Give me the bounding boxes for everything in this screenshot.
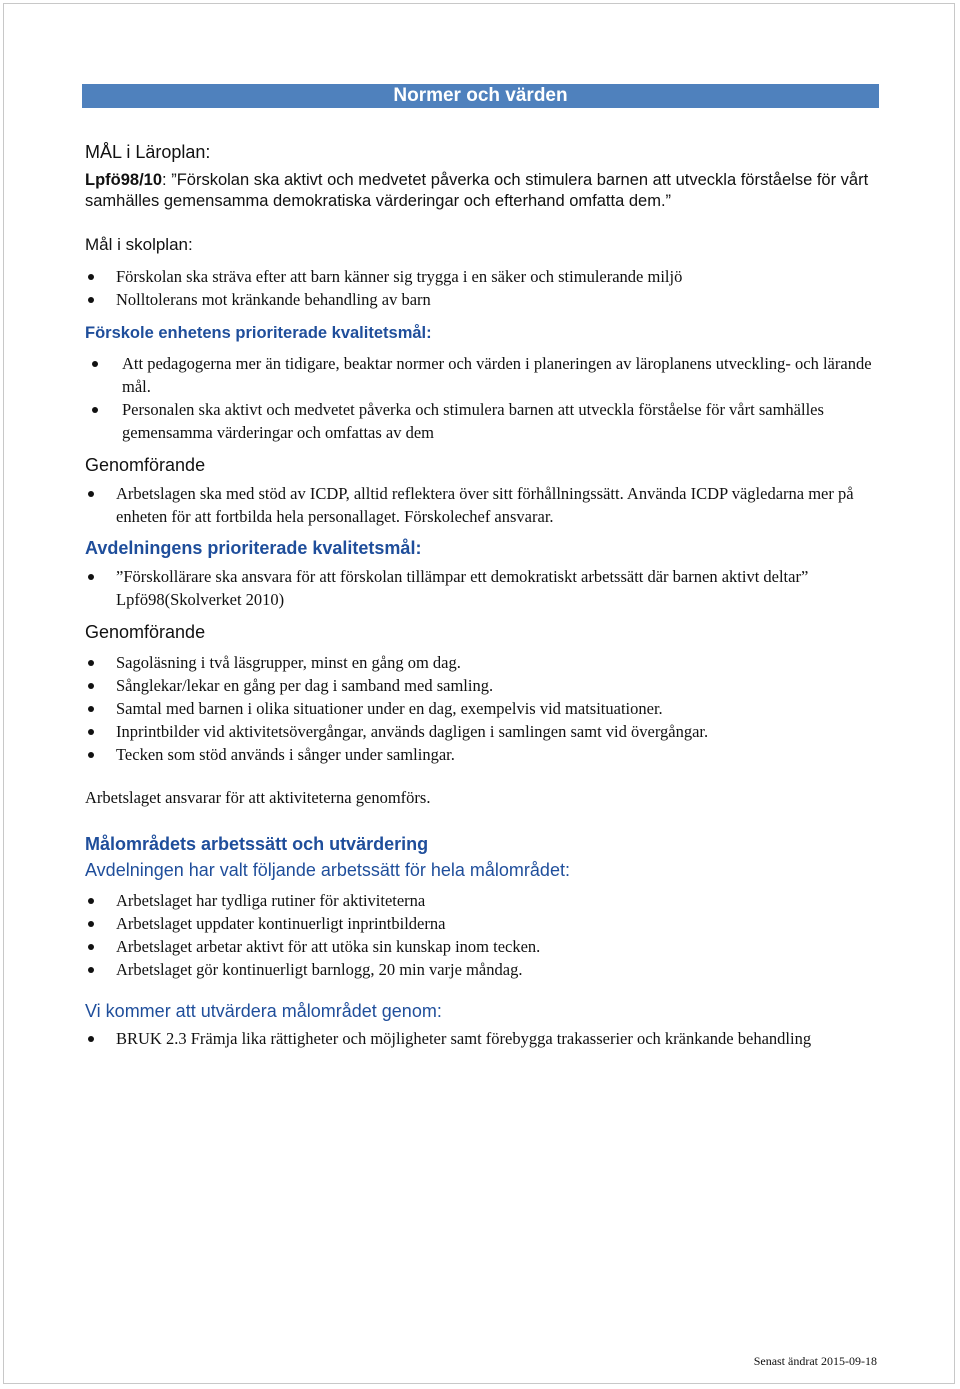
avdelning-heading: Avdelningens prioriterade kvalitetsmål: <box>85 538 422 558</box>
malomrade-heading: Målområdets arbetssätt och utvärdering <box>85 834 429 854</box>
skolplan-heading: Mål i skolplan: <box>85 235 193 254</box>
lpf-label: Lpfö98/10 <box>85 171 163 189</box>
list-item: Arbetslaget arbetar aktivt för att utöka sin kunskap inom tecken. <box>85 935 880 958</box>
malomrade-list <box>85 889 880 981</box>
list-item: Arbetslaget uppdater kontinuerligt inprintbilderna <box>85 912 880 935</box>
list-item: Arbetslagen ska med stöd av ICDP, alltid reflektera över sitt förhållningssätt. Använda ICDP vägledarna mer på enheten för att fortbilda hela personallaget. Förskolechef ansvarar. <box>85 482 880 528</box>
genomforande-heading: Genomförande <box>85 455 206 475</box>
laroplan-heading: MÅL i Läroplan: <box>85 142 211 162</box>
list-item: Inprintbilder vid aktivitetsövergångar, används dagligen i samlingen samt vid övergångar. <box>85 720 880 743</box>
list-item: Nolltolerans mot kränkande behandling av barn <box>85 288 880 311</box>
list-item: Personalen ska aktivt och medvetet påverka och stimulera barnen att utveckla förståelse för vårt samhälles gemensamma värderingar och omfattas av dem <box>85 398 880 444</box>
list-item: ”Förskollärare ska ansvara för att förskolan tillämpar ett demokratiskt arbetssätt där barnen aktivt deltar” Lpfö98(Skolverket 2010) <box>85 565 880 611</box>
list-item: Arbetslaget gör kontinuerligt barnlogg, 20 min varje måndag. <box>85 958 880 981</box>
malomrade-subheading: Avdelningen har valt följande arbetssätt för hela målområdet: <box>85 860 570 880</box>
enhet-list <box>85 352 880 444</box>
list-item: Samtal med barnen i olika situationer under en dag, exempelvis vid matsituationer. <box>85 697 880 720</box>
enhet-heading: Förskole enhetens prioriterade kvalitetsmål: <box>85 324 432 342</box>
section-title: Normer och värden <box>82 84 879 108</box>
responsibility-note: Arbetslaget ansvarar för att aktiviteterna genomförs. <box>85 788 431 807</box>
genomforande-heading: Genomförande <box>85 622 206 642</box>
document-body <box>85 141 880 1050</box>
last-modified-footer: Senast ändrat 2015-09-18 <box>753 1354 877 1368</box>
list-item: Sånglekar/lekar en gång per dag i samband med samling. <box>85 674 880 697</box>
lpf-text: : ”Förskolan ska aktivt och medvetet påverka och stimulera barnen att utveckla förståelse för vårt samhälles gemensamma demokratiska värderingar och efterhand omfatta dem.” <box>85 171 869 210</box>
list-item: Förskolan ska sträva efter att barn känner sig trygga i en säker och stimulerande miljö <box>85 265 880 288</box>
avdelning-list <box>85 565 880 611</box>
utvardering-list <box>85 1027 880 1050</box>
list-item: BRUK 2.3 Främja lika rättigheter och möjligheter samt förebygga trakasserier och kränkande behandling <box>85 1027 880 1050</box>
genomforande-list <box>85 482 880 528</box>
list-item: Sagoläsning i två läsgrupper, minst en gång om dag. <box>85 651 880 674</box>
laroplan-quote <box>85 170 880 212</box>
utvardering-heading: Vi kommer att utvärdera målområdet genom: <box>85 1001 442 1021</box>
list-item: Arbetslaget har tydliga rutiner för aktiviteterna <box>85 889 880 912</box>
list-item: Att pedagogerna mer än tidigare, beaktar normer och värden i planeringen av läroplanens utveckling- och lärande mål. <box>85 352 880 398</box>
list-item: Tecken som stöd används i sånger under samlingar. <box>85 743 880 766</box>
genomforande-activities-list <box>85 651 880 766</box>
skolplan-list <box>85 265 880 311</box>
